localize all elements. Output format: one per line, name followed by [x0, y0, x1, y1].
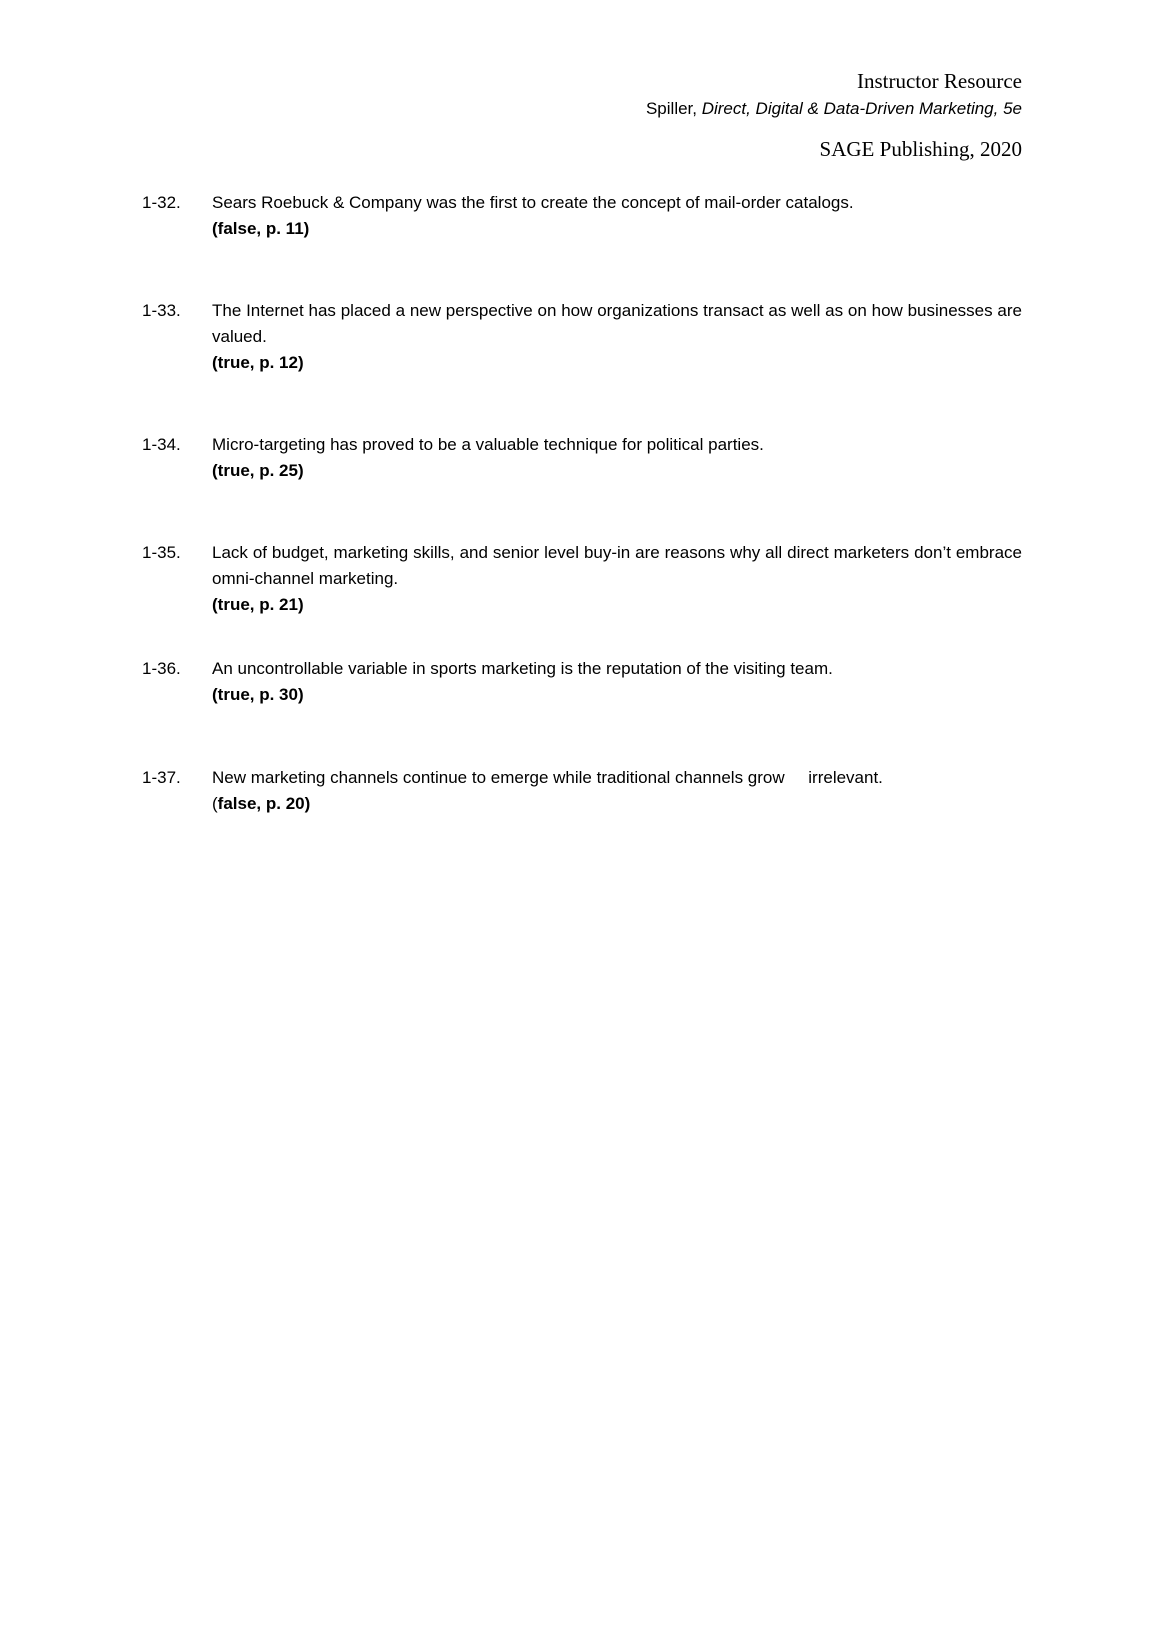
header-resource-label: Instructor Resource [856, 69, 1022, 93]
question-answer: (true, p. 25) [212, 461, 304, 480]
header-publisher: SAGE Publishing, 2020 [819, 137, 1022, 161]
page-header [646, 66, 1022, 164]
answer-open-paren: ( [212, 794, 218, 813]
question-answer: (true, p. 30) [212, 685, 304, 704]
question-text: The Internet has placed a new perspective on how organizations transact as well as on how businesses are valued. [212, 301, 1022, 346]
question-number: 1-33. [142, 301, 181, 320]
header-book-title: Direct, Digital & Data-Driven Marketing, 5e [701, 99, 1022, 118]
question-answer: (false, p. 11) [212, 219, 310, 238]
question-number: 1-35. [142, 543, 181, 562]
question-text: Sears Roebuck & Company was the first to create the concept of mail-order catalogs. [212, 193, 854, 212]
question-number: 1-32. [142, 193, 181, 212]
question-answer: (true, p. 12) [212, 353, 304, 372]
question-answer [212, 791, 1022, 817]
question-text: New marketing channels continue to emerge while traditional channels grow irrelevant. [212, 768, 883, 787]
question-number: 1-34. [142, 435, 181, 454]
header-book-citation [646, 96, 1022, 122]
question-answer: (true, p. 21) [212, 595, 304, 614]
question-number: 1-37. [142, 768, 181, 787]
question-number: 1-36. [142, 659, 181, 678]
question-text: Lack of budget, marketing skills, and senior level buy-in are reasons why all direct marketers don’t embrace omni-channel marketing. [212, 543, 1022, 588]
question-text: Micro-targeting has proved to be a valuable technique for political parties. [212, 435, 764, 454]
question-text: An uncontrollable variable in sports marketing is the reputation of the visiting team. [212, 659, 833, 678]
answer-text: false, p. 20) [217, 794, 311, 813]
header-author: Spiller, [645, 99, 702, 118]
